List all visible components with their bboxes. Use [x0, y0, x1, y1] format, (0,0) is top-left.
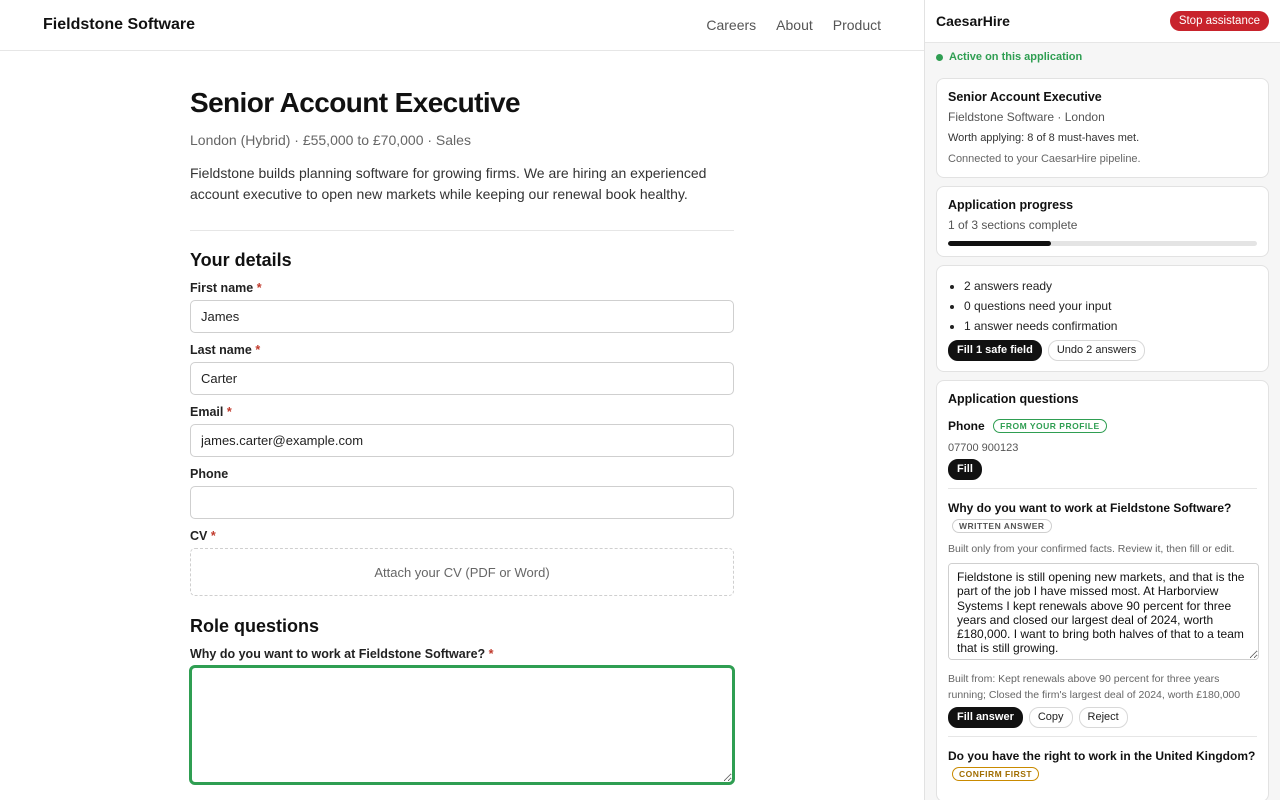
- job-title: Senior Account Executive: [190, 87, 520, 118]
- question-why-help: Built only from your confirmed facts. Review it, then fill or edit.: [948, 543, 1235, 555]
- assistant-name: CaesarHire: [936, 13, 1010, 29]
- job-summary-title: Senior Account Executive: [948, 90, 1102, 104]
- question-why-actions: [948, 707, 1257, 728]
- site-nav: [706, 17, 881, 33]
- answers-summary-list: [948, 276, 1257, 336]
- assistant-header: [925, 0, 1280, 43]
- question-right-to-work-label: Do you have the right to work in the United Kingdom?: [948, 749, 1256, 763]
- role-questions-heading: Role questions: [190, 616, 320, 636]
- first-name-input[interactable]: [190, 300, 734, 333]
- reject-answer-button[interactable]: Reject: [1079, 707, 1128, 728]
- site-header: [0, 0, 924, 51]
- question-phone: [948, 417, 1257, 489]
- job-summary-card: [936, 78, 1269, 178]
- email-input[interactable]: [190, 424, 734, 457]
- phone-label: Phone: [190, 467, 229, 481]
- cv-label: [190, 528, 734, 544]
- first-name-label: [190, 280, 734, 296]
- question-why-answer[interactable]: [948, 563, 1259, 660]
- required-mark: *: [226, 405, 232, 419]
- required-mark: *: [256, 281, 262, 295]
- summary-item: • 0 questions need your input: [964, 296, 1257, 316]
- phone-input[interactable]: [190, 486, 734, 519]
- question-right-to-work: [948, 747, 1257, 791]
- summary-item: • 2 answers ready: [964, 276, 1257, 296]
- first-name-label-text: First name: [190, 281, 254, 295]
- progress-title: Application progress: [948, 198, 1074, 212]
- why-question-label: [190, 646, 734, 662]
- application-content: [190, 51, 734, 790]
- question-phone-actions: [948, 459, 1257, 480]
- last-name-label-text: Last name: [190, 343, 252, 357]
- progress-text: 1 of 3 sections complete: [948, 218, 1078, 232]
- job-meta: London (Hybrid) · £55,000 to £70,000 · Sales: [190, 132, 471, 148]
- nav-product[interactable]: Product: [832, 17, 881, 33]
- site-brand[interactable]: Fieldstone Software: [43, 16, 196, 33]
- fill-phone-button[interactable]: Fill: [948, 459, 982, 480]
- question-why-label: Why do you want to work at Fieldstone Software?: [948, 501, 1232, 515]
- stop-assistance-button[interactable]: Stop assistance: [1170, 11, 1269, 31]
- email-label: [190, 404, 734, 420]
- progress-bar-fill: [948, 241, 1051, 246]
- question-why: [948, 499, 1257, 737]
- undo-answers-button[interactable]: Undo 2 answers: [1048, 340, 1146, 361]
- assistant-status: [925, 43, 1280, 65]
- cv-upload-dropzone[interactable]: Attach your CV (PDF or Word): [190, 548, 734, 596]
- from-profile-badge: FROM YOUR PROFILE: [993, 419, 1107, 433]
- email-label-text: Email: [190, 405, 224, 419]
- details-heading: Your details: [190, 250, 292, 270]
- last-name-input[interactable]: [190, 362, 734, 395]
- why-question-textarea[interactable]: [189, 665, 735, 785]
- written-answer-badge: WRITTEN ANSWER: [952, 519, 1052, 533]
- job-summary-company: Fieldstone Software · London: [948, 110, 1105, 124]
- job-description: Fieldstone builds planning software for growing firms. We are hiring an experienced account executive to open new markets while keeping our renewal book healthy.: [190, 163, 734, 231]
- progress-card: [936, 186, 1269, 257]
- question-why-built-from: Built from: Kept renewals above 90 percent for three years running; Closed the firm's largest deal of 2024, worth £180,000: [948, 673, 1241, 701]
- last-name-label: [190, 342, 734, 358]
- job-summary-pipeline: Connected to your CaesarHire pipeline.: [948, 153, 1141, 165]
- assistant-panel: [924, 0, 1280, 800]
- status-dot-icon: [936, 54, 943, 61]
- cv-label-text: CV: [190, 529, 208, 543]
- application-questions-title: Application questions: [948, 392, 1079, 406]
- why-question-label-text: Why do you want to work at Fieldstone Software?: [190, 647, 486, 661]
- job-summary-verdict: Worth applying: 8 of 8 must-haves met.: [948, 132, 1140, 144]
- fill-answer-button[interactable]: Fill answer: [948, 707, 1023, 728]
- confirm-first-badge: CONFIRM FIRST: [952, 767, 1039, 781]
- application-questions-card: [936, 380, 1269, 800]
- required-mark: *: [255, 343, 261, 357]
- question-phone-value: 07700 900123: [948, 442, 1019, 454]
- assistant-status-text: Active on this application: [949, 51, 1083, 63]
- fill-safe-field-button[interactable]: Fill 1 safe field: [948, 340, 1042, 361]
- question-phone-label: Phone: [948, 419, 985, 433]
- summary-actions: [948, 340, 1257, 361]
- progress-bar: [948, 241, 1257, 246]
- nav-careers[interactable]: Careers: [706, 17, 757, 33]
- nav-about[interactable]: About: [776, 17, 813, 33]
- required-mark: *: [488, 647, 494, 661]
- summary-item: • 1 answer needs confirmation: [964, 316, 1257, 336]
- required-mark: *: [210, 529, 216, 543]
- answers-summary-card: [936, 265, 1269, 372]
- copy-answer-button[interactable]: Copy: [1029, 707, 1073, 728]
